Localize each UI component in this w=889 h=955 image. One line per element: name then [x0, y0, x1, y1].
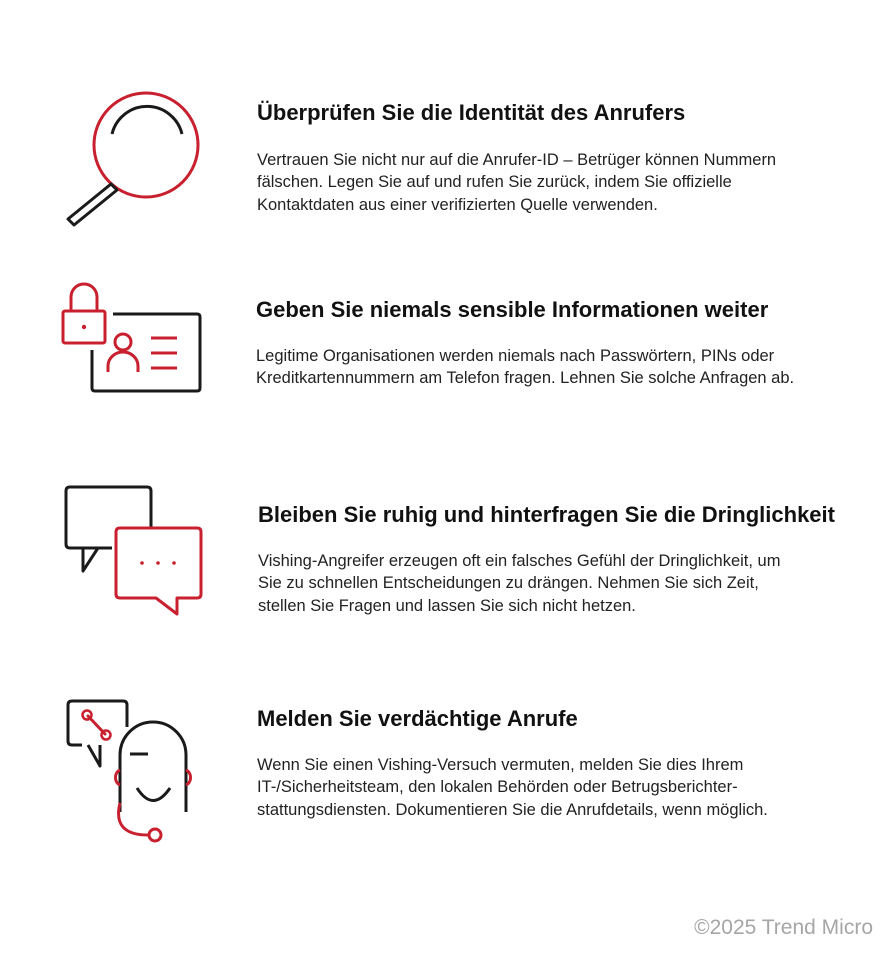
magnifier-icon — [60, 88, 210, 233]
tip-description: Vertrauen Sie nicht nur auf die Anrufer-ID – Betrüger können Nummern fälschen. Legen Sie auf und rufen Sie zurück, indem Sie offizielle Kontaktdaten aus einer verifizierten Quelle verwenden. — [257, 151, 777, 214]
tip-description: Vishing-Angreifer erzeugen oft ein falsches Gefühl der Dringlichkeit, um Sie zu schnellen Entscheidungen zu drängen. Nehmen Sie sich Zeit, stellen Sie Fragen und lassen Sie sich nicht hetzen. — [258, 552, 781, 615]
lock-id-card-icon — [60, 278, 205, 398]
support-agent-icon — [60, 695, 210, 850]
tip-title: Überprüfen Sie die Identität des Anrufers — [257, 100, 686, 125]
copyright-notice: ©2025 Trend Micro — [694, 916, 873, 939]
tip-title: Bleiben Sie ruhig und hinterfragen Sie die Dringlichkeit — [258, 502, 835, 527]
tip-description: Wenn Sie einen Vishing-Versuch vermuten, melden Sie dies Ihrem IT-/Sicherheitsteam, den lokalen Behörden oder Betrugsberichterstattungsdiensten. Dokumentieren Sie die Anrufdetails, wenn möglich. — [257, 756, 768, 819]
chat-bubbles-icon — [60, 482, 210, 617]
wrench-icon — [83, 711, 111, 740]
tip-description: Legitime Organisationen werden niemals nach Passwörtern, PINs oder Kreditkartennummern am Telefon fragen. Lehnen Sie solche Anfragen ab. — [256, 347, 795, 388]
tip-title: Melden Sie verdächtige Anrufe — [257, 706, 578, 731]
tip-title: Geben Sie niemals sensible Informationen weiter — [256, 297, 769, 322]
